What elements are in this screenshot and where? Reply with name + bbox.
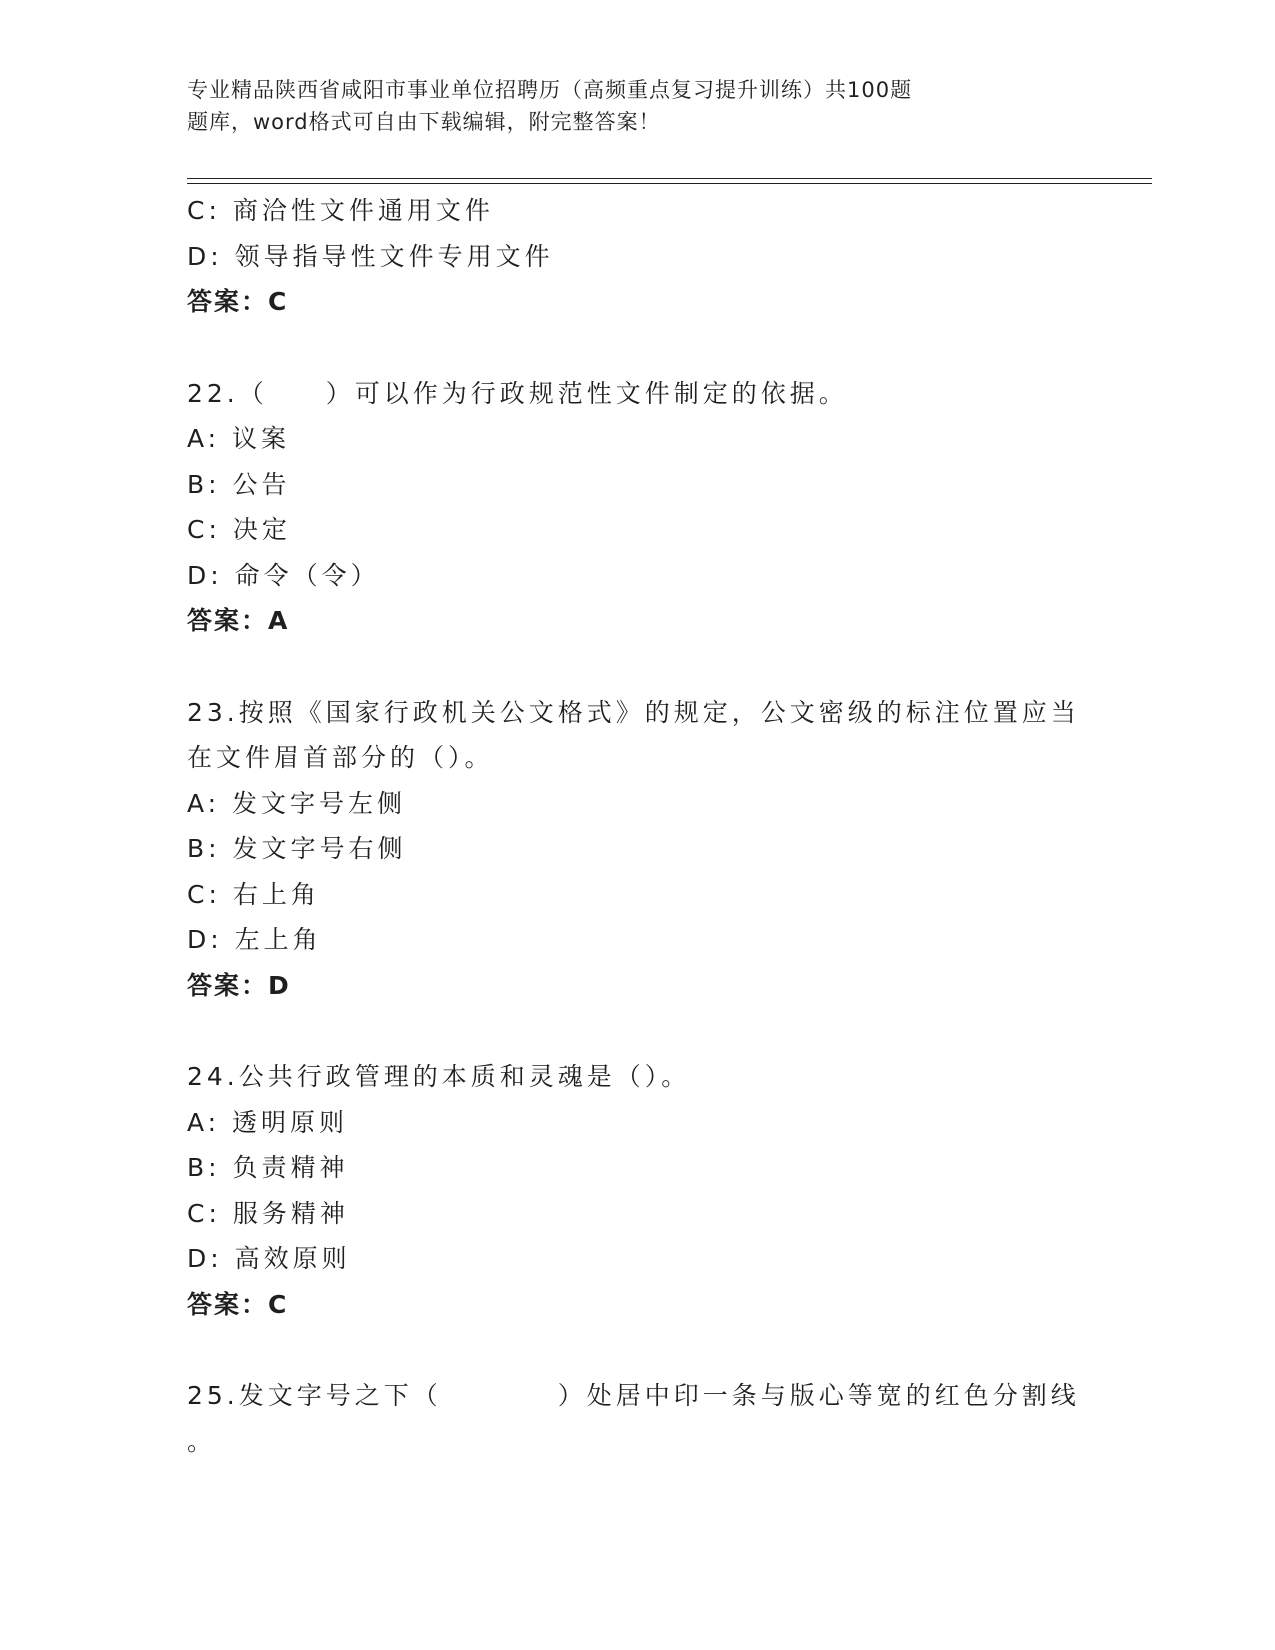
question-stem: 24.公共行政管理的本质和灵魂是（）。 — [187, 1062, 691, 1091]
header-divider-bottom — [187, 183, 1152, 184]
question-stem: 23.按照《国家行政机关公文格式》的规定，公文密级的标注位置应当 — [187, 697, 1080, 727]
option-c: C: 决定 — [187, 515, 291, 544]
header-title-line-2: 题库，word格式可自由下载编辑，附完整答案！ — [187, 110, 661, 134]
option-d: D: 高效原则 — [187, 1244, 351, 1273]
question-23 — [187, 690, 1087, 1009]
page-header — [187, 74, 1017, 138]
option-c: C: 商洽性文件通用文件 — [187, 196, 494, 225]
option-a: A: 发文字号左侧 — [187, 788, 407, 818]
question-22 — [187, 371, 1087, 644]
option-d: D: 左上角 — [187, 925, 322, 954]
option-a: A: 议案 — [187, 424, 291, 453]
question-24 — [187, 1054, 1087, 1327]
option-d: D: 命令（令） — [187, 560, 380, 590]
question-21-continued — [187, 188, 1087, 325]
answer-line: 答案：C — [187, 1289, 289, 1319]
header-title-line-1: 专业精品陕西省咸阳市事业单位招聘历（高频重点复习提升训练）共100题 — [187, 78, 913, 102]
answer-line: 答案：C — [187, 287, 289, 316]
answer-line: 答案：D — [187, 970, 291, 1000]
option-a: A: 透明原则 — [187, 1107, 349, 1137]
option-d: D: 领导指导性文件专用文件 — [187, 241, 554, 271]
question-stem-continued: 在文件眉首部分的（）。 — [187, 743, 494, 772]
option-b: B: 负责精神 — [187, 1153, 349, 1182]
header-divider-top — [187, 178, 1152, 179]
option-c: C: 服务精神 — [187, 1198, 349, 1228]
option-b: B: 发文字号右侧 — [187, 834, 407, 863]
answer-line: 答案：A — [187, 606, 290, 635]
option-b: B: 公告 — [187, 469, 291, 499]
question-25 — [187, 1373, 1087, 1464]
question-stem: 22.（ ）可以作为行政规范性文件制定的依据。 — [187, 378, 848, 408]
option-c: C: 右上角 — [187, 879, 320, 909]
question-stem-continued: 。 — [187, 1426, 217, 1456]
question-list — [187, 188, 1087, 1464]
question-stem: 25.发文字号之下（ ）处居中印一条与版心等宽的红色分割线 — [187, 1381, 1080, 1410]
